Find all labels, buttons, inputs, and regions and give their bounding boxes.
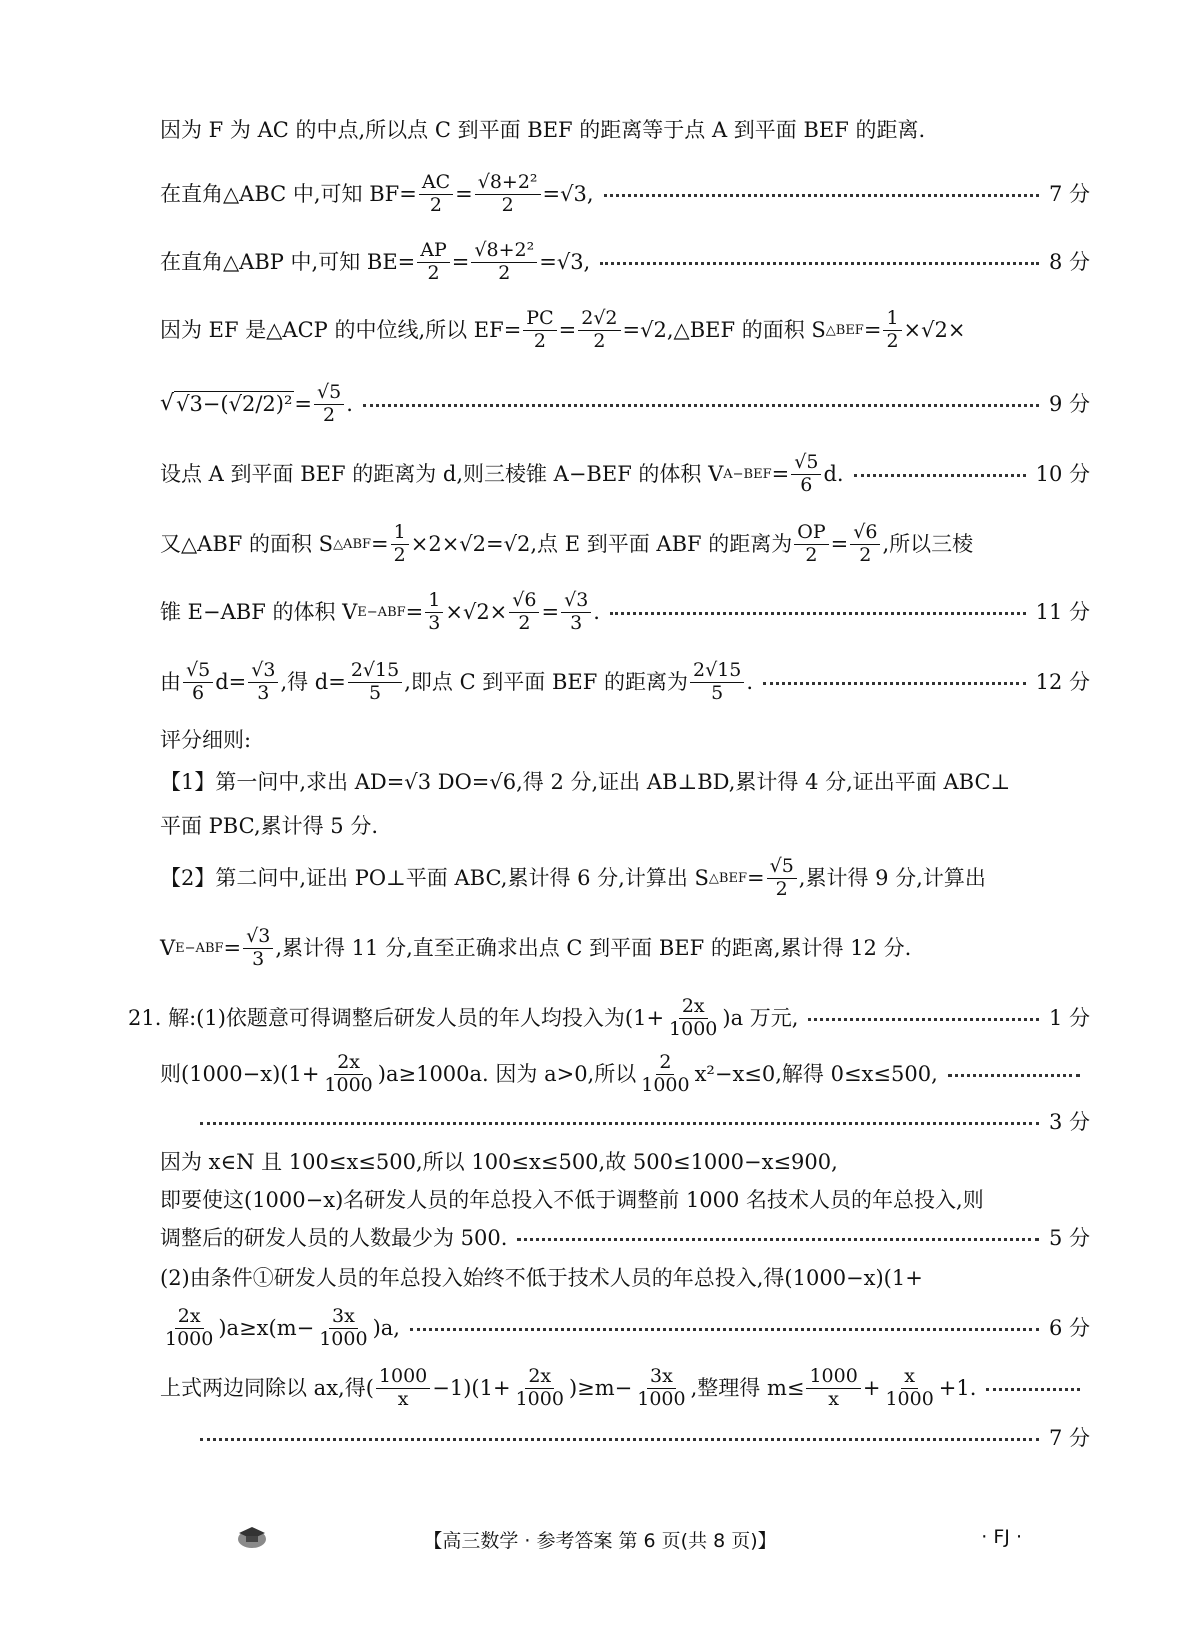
line-2: 在直角△ABC 中,可知 BF= $\frac{AC}{2}$ = $\frac{\text{√8+2²}}{2}$ =√3, 7 分 xyxy=(160,171,1090,216)
radical: √ √3−(√2/2)² xyxy=(160,391,293,417)
fraction: $\frac{2}{1000}$ xyxy=(641,1051,690,1096)
fraction: $\frac{\text{√8+2²}}{2}$ xyxy=(475,172,541,217)
leader-dots xyxy=(410,1318,1039,1331)
leader-dots xyxy=(763,672,1026,685)
line-5: √ √3−(√2/2)² = $\frac{√5}{2}$ . 9 分 xyxy=(160,381,1090,426)
score: 6 分 xyxy=(1048,1315,1090,1340)
leader-dots xyxy=(200,1112,1039,1125)
fraction: $\frac{PC}{2}$ xyxy=(523,308,556,353)
leader-dots xyxy=(600,252,1039,265)
fraction: $\frac{x}{1000}$ xyxy=(885,1365,934,1410)
fraction: $\frac{\text{√8+2²}}{2}$ xyxy=(471,240,537,285)
q21-line-8: $\frac{2x}{1000}$ )a≥x(m− $\frac{3x}{1000}$ )a, 6 分 xyxy=(160,1306,1090,1351)
line-7: 又△ABF 的面积 S △ABF = $\frac{1}{2}$ ×2×√2=√2,点 E 到平面 ABF 的距离为 $\frac{OP}{2}$ = $\frac{√6}{2}$ ,所以三棱 xyxy=(160,521,974,566)
leader-dots xyxy=(200,1428,1039,1441)
fraction: $\frac{√5}{6}$ xyxy=(183,660,213,705)
leader-dots xyxy=(604,184,1039,197)
fraction: $\frac{√6}{2}$ xyxy=(850,522,880,567)
fraction: $\frac{2x}{1000}$ xyxy=(165,1305,214,1350)
score: 3 分 xyxy=(1048,1110,1090,1134)
grading-rules-heading: 评分细则: xyxy=(160,728,252,752)
line-6: 设点 A 到平面 BEF 的距离为 d,则三棱锥 A−BEF 的体积 V A−BEF = $\frac{√5}{6}$ d. 10 分 xyxy=(160,451,1090,496)
line-1: 因为 F 为 AC 的中点,所以点 C 到平面 BEF 的距离等于点 A 到平面 BEF 的距离. xyxy=(160,118,926,142)
leader-dots xyxy=(808,1008,1038,1021)
q21-line-5: 即要使这(1000−x)名研发人员的年总投入不低于调整前 1000 名技术人员的年总投入,则 xyxy=(160,1188,984,1212)
leader-dots xyxy=(986,1378,1080,1391)
score: 8 分 xyxy=(1048,249,1090,274)
leader-dots xyxy=(854,464,1026,477)
page-footer-text: 【高三数学 · 参考答案 第 6 页(共 8 页)】 xyxy=(423,1530,777,1552)
fraction: $\frac{1}{2}$ xyxy=(883,308,901,353)
fraction: $\frac{√3}{3}$ xyxy=(248,660,278,705)
score: 7 分 xyxy=(1048,181,1090,206)
q21-line-4: 因为 x∈N 且 100≤x≤500,所以 100≤x≤500,故 500≤1000−x≤900, xyxy=(160,1150,838,1174)
q21-line-9: 上式两边同除以 ax,得( $\frac{1000}{x}$ −1)(1+ $\frac{2x}{1000}$ )≥m− $\frac{3x}{1000}$ ,整理得 m≤ $\frac{1000}{x}$ + $\frac{x}{1000}$ +1. xyxy=(160,1366,1090,1411)
line-8: 锥 E−ABF 的体积 V E−ABF = $\frac{1}{3}$ ×√2× $\frac{√6}{2}$ = $\frac{√3}{3}$ . 11 分 xyxy=(160,589,1090,634)
fraction: $\frac{3x}{1000}$ xyxy=(637,1365,686,1410)
leader-dots xyxy=(610,602,1026,615)
fraction: $\frac{√3}{3}$ xyxy=(561,590,591,635)
fraction: $\frac{√5}{2}$ xyxy=(314,382,344,427)
fraction: $\frac{√5}{6}$ xyxy=(791,452,821,497)
leader-dots xyxy=(517,1228,1039,1241)
fraction: $\frac{√5}{2}$ xyxy=(767,856,797,901)
fraction: $\frac{√6}{2}$ xyxy=(509,590,539,635)
region-tag: · FJ · xyxy=(981,1526,1022,1548)
fraction: $\frac{3x}{1000}$ xyxy=(319,1305,368,1350)
score: 5 分 xyxy=(1048,1226,1090,1250)
fraction: $\frac{2√15}{5}$ xyxy=(348,660,402,705)
fraction: $\frac{AC}{2}$ xyxy=(419,172,453,217)
fraction: $\frac{√3}{3}$ xyxy=(243,926,273,971)
line-4: 因为 EF 是△ACP 的中位线,所以 EF= $\frac{PC}{2}$ = $\frac{2√2}{2}$ =√2,△BEF 的面积 S △BEF = $\frac{1}{2}$ ×√2× xyxy=(160,307,966,352)
fraction: $\frac{AP}{2}$ xyxy=(417,240,450,285)
line-3: 在直角△ABP 中,可知 BE= $\frac{AP}{2}$ = $\frac{\text{√8+2²}}{2}$ =√3, 8 分 xyxy=(160,239,1090,284)
leader-dots xyxy=(948,1064,1080,1077)
fraction: $\frac{2√15}{5}$ xyxy=(690,660,744,705)
fraction: $\frac{2x}{1000}$ xyxy=(515,1365,564,1410)
fraction: $\frac{OP}{2}$ xyxy=(794,522,828,567)
q21-line-1: 21. 解:(1)依题意可得调整后研发人员的年人均投入为(1+ $\frac{2x}{1000}$ )a 万元, 1 分 xyxy=(128,995,1090,1040)
fraction: $\frac{1}{3}$ xyxy=(425,590,443,635)
q21-line-10 xyxy=(200,1426,1090,1451)
fraction: $\frac{2x}{1000}$ xyxy=(324,1051,373,1096)
rule-2-line-1: 【2】第二问中,证出 PO⊥平面 ABC,累计得 6 分,计算出 S △BEF = $\frac{√5}{2}$ ,累计得 9 分,计算出 xyxy=(160,855,986,900)
score: 12 分 xyxy=(1035,669,1090,694)
rule-1-line-1: 【1】第一问中,求出 AD=√3 DO=√6,得 2 分,证出 AB⊥BD,累计得 4 分,证出平面 ABC⊥ xyxy=(160,770,1011,794)
fraction: $\frac{1}{2}$ xyxy=(391,522,409,567)
score: 1 分 xyxy=(1048,1005,1090,1030)
q21-line-7: (2)由条件①研发人员的年总投入始终不低于技术人员的年总投入,得(1000−x)(1+ xyxy=(160,1266,923,1290)
score: 9 分 xyxy=(1048,391,1090,416)
fraction: $\frac{1000}{x}$ xyxy=(806,1366,860,1411)
q21-line-6: 调整后的研发人员的人数最少为 500. 5 分 xyxy=(160,1226,1090,1250)
score: 10 分 xyxy=(1035,461,1090,486)
q21-line-2: 则(1000−x)(1+ $\frac{2x}{1000}$ )a≥1000a. 因为 a>0,所以 $\frac{2}{1000}$ x²−x≤0,解得 0≤x≤500, xyxy=(160,1052,1090,1097)
leader-dots xyxy=(363,394,1039,407)
score: 7 分 xyxy=(1048,1426,1090,1450)
fraction: $\frac{2x}{1000}$ xyxy=(669,995,718,1040)
q21-line-3 xyxy=(200,1110,1090,1135)
rule-1-line-2: 平面 PBC,累计得 5 分. xyxy=(160,814,379,838)
page-footer xyxy=(0,1520,1200,1560)
score: 11 分 xyxy=(1035,599,1090,624)
fraction: $\frac{2√2}{2}$ xyxy=(578,308,620,353)
line-9: 由 $\frac{√5}{6}$ d= $\frac{√3}{3}$ ,得 d= $\frac{2√15}{5}$ ,即点 C 到平面 BEF 的距离为 $\frac{2√15}{5}$ . 12 分 xyxy=(160,659,1090,704)
rule-2-line-2: V E−ABF = $\frac{√3}{3}$ ,累计得 11 分,直至正确求出点 C 到平面 BEF 的距离,累计得 12 分. xyxy=(160,925,912,970)
fraction: $\frac{1000}{x}$ xyxy=(376,1366,430,1411)
